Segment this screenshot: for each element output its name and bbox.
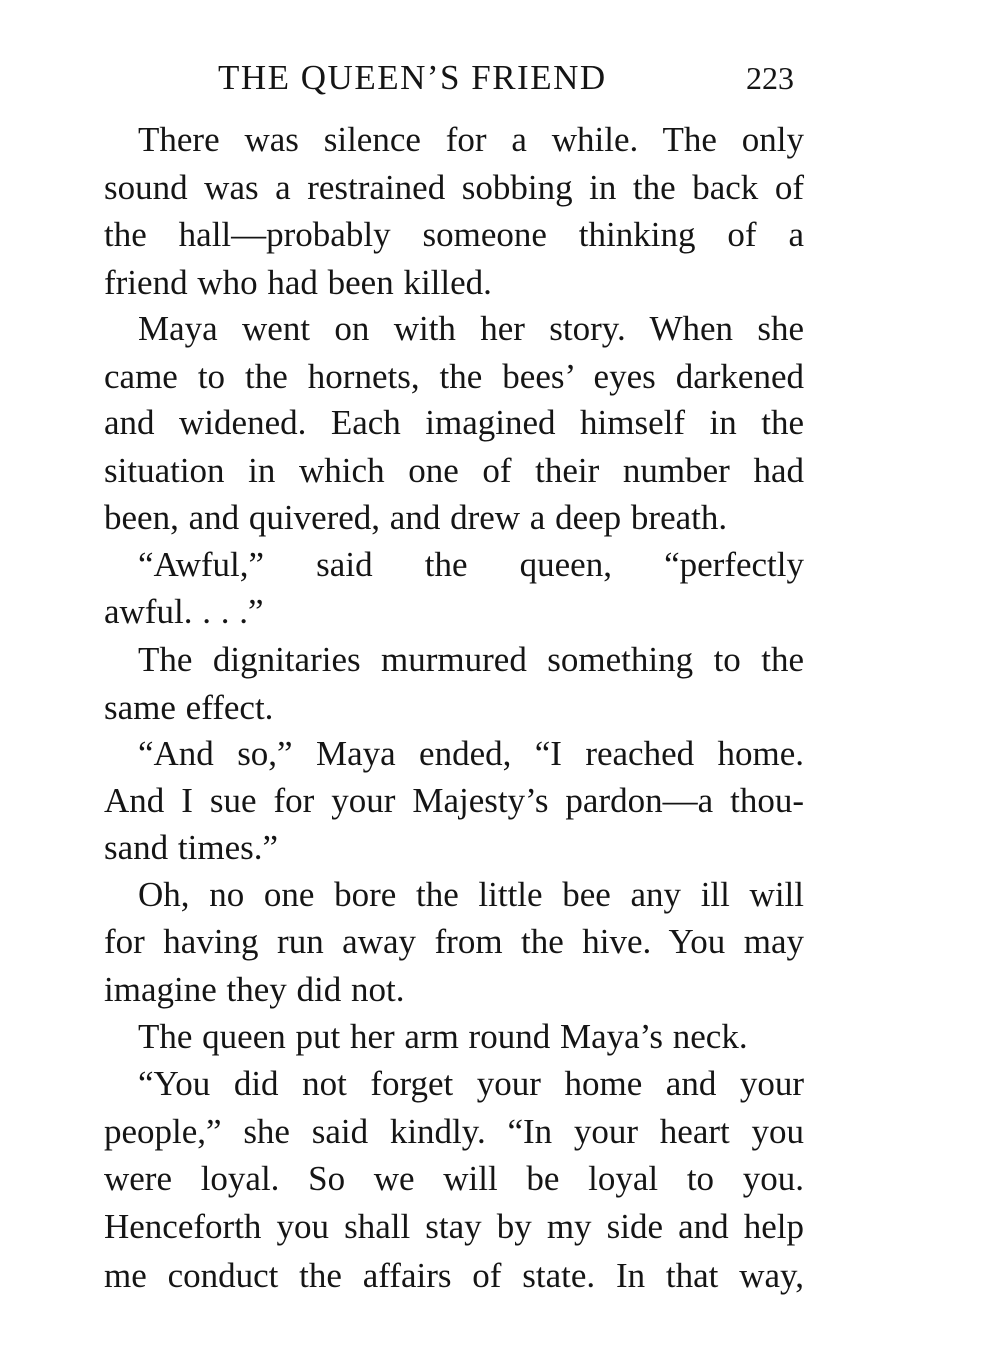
text-line: Henceforth you shall stay by my side and help	[104, 1207, 804, 1246]
text-line: And I sue for your Majesty’s pardon—a thou-	[104, 781, 804, 820]
text-line: There was silence for a while. The only	[138, 120, 804, 159]
text-line: “You did not forget your home and your	[138, 1064, 804, 1103]
text-line: the hall—probably someone thinking of a	[104, 215, 804, 254]
text-line: me conduct the affairs of state. In that way,	[104, 1256, 804, 1295]
text-line: and widened. Each imagined himself in the	[104, 403, 804, 442]
text-line: sound was a restrained sobbing in the back of	[104, 168, 804, 207]
text-line: people,” she said kindly. “In your heart you	[104, 1112, 804, 1151]
text-line: Maya went on with her story. When she	[138, 309, 804, 348]
running-head	[218, 56, 798, 100]
text-line: Oh, no one bore the little bee any ill will	[138, 875, 804, 914]
text-line: friend who had been killed.	[104, 263, 492, 302]
text-line: for having run away from the hive. You may	[104, 922, 804, 961]
text-line: awful. . . .”	[104, 592, 264, 631]
text-line: “And so,” Maya ended, “I reached home.	[138, 734, 804, 773]
text-line: “Awful,” said the queen, “perfectly	[138, 545, 804, 584]
text-line: sand times.”	[104, 828, 279, 867]
running-title: THE QUEEN’S FRIEND	[218, 58, 607, 97]
text-line: were loyal. So we will be loyal to you.	[104, 1159, 804, 1198]
text-line: imagine they did not.	[104, 970, 405, 1009]
text-line: situation in which one of their number had	[104, 451, 804, 490]
text-line: came to the hornets, the bees’ eyes darkened	[104, 357, 804, 396]
text-line: The dignitaries murmured something to the	[138, 640, 804, 679]
text-line: same effect.	[104, 688, 274, 727]
page-number: 223	[746, 60, 794, 96]
text-line: The queen put her arm round Maya’s neck.	[138, 1017, 748, 1056]
text-line: been, and quivered, and drew a deep breath.	[104, 498, 728, 537]
